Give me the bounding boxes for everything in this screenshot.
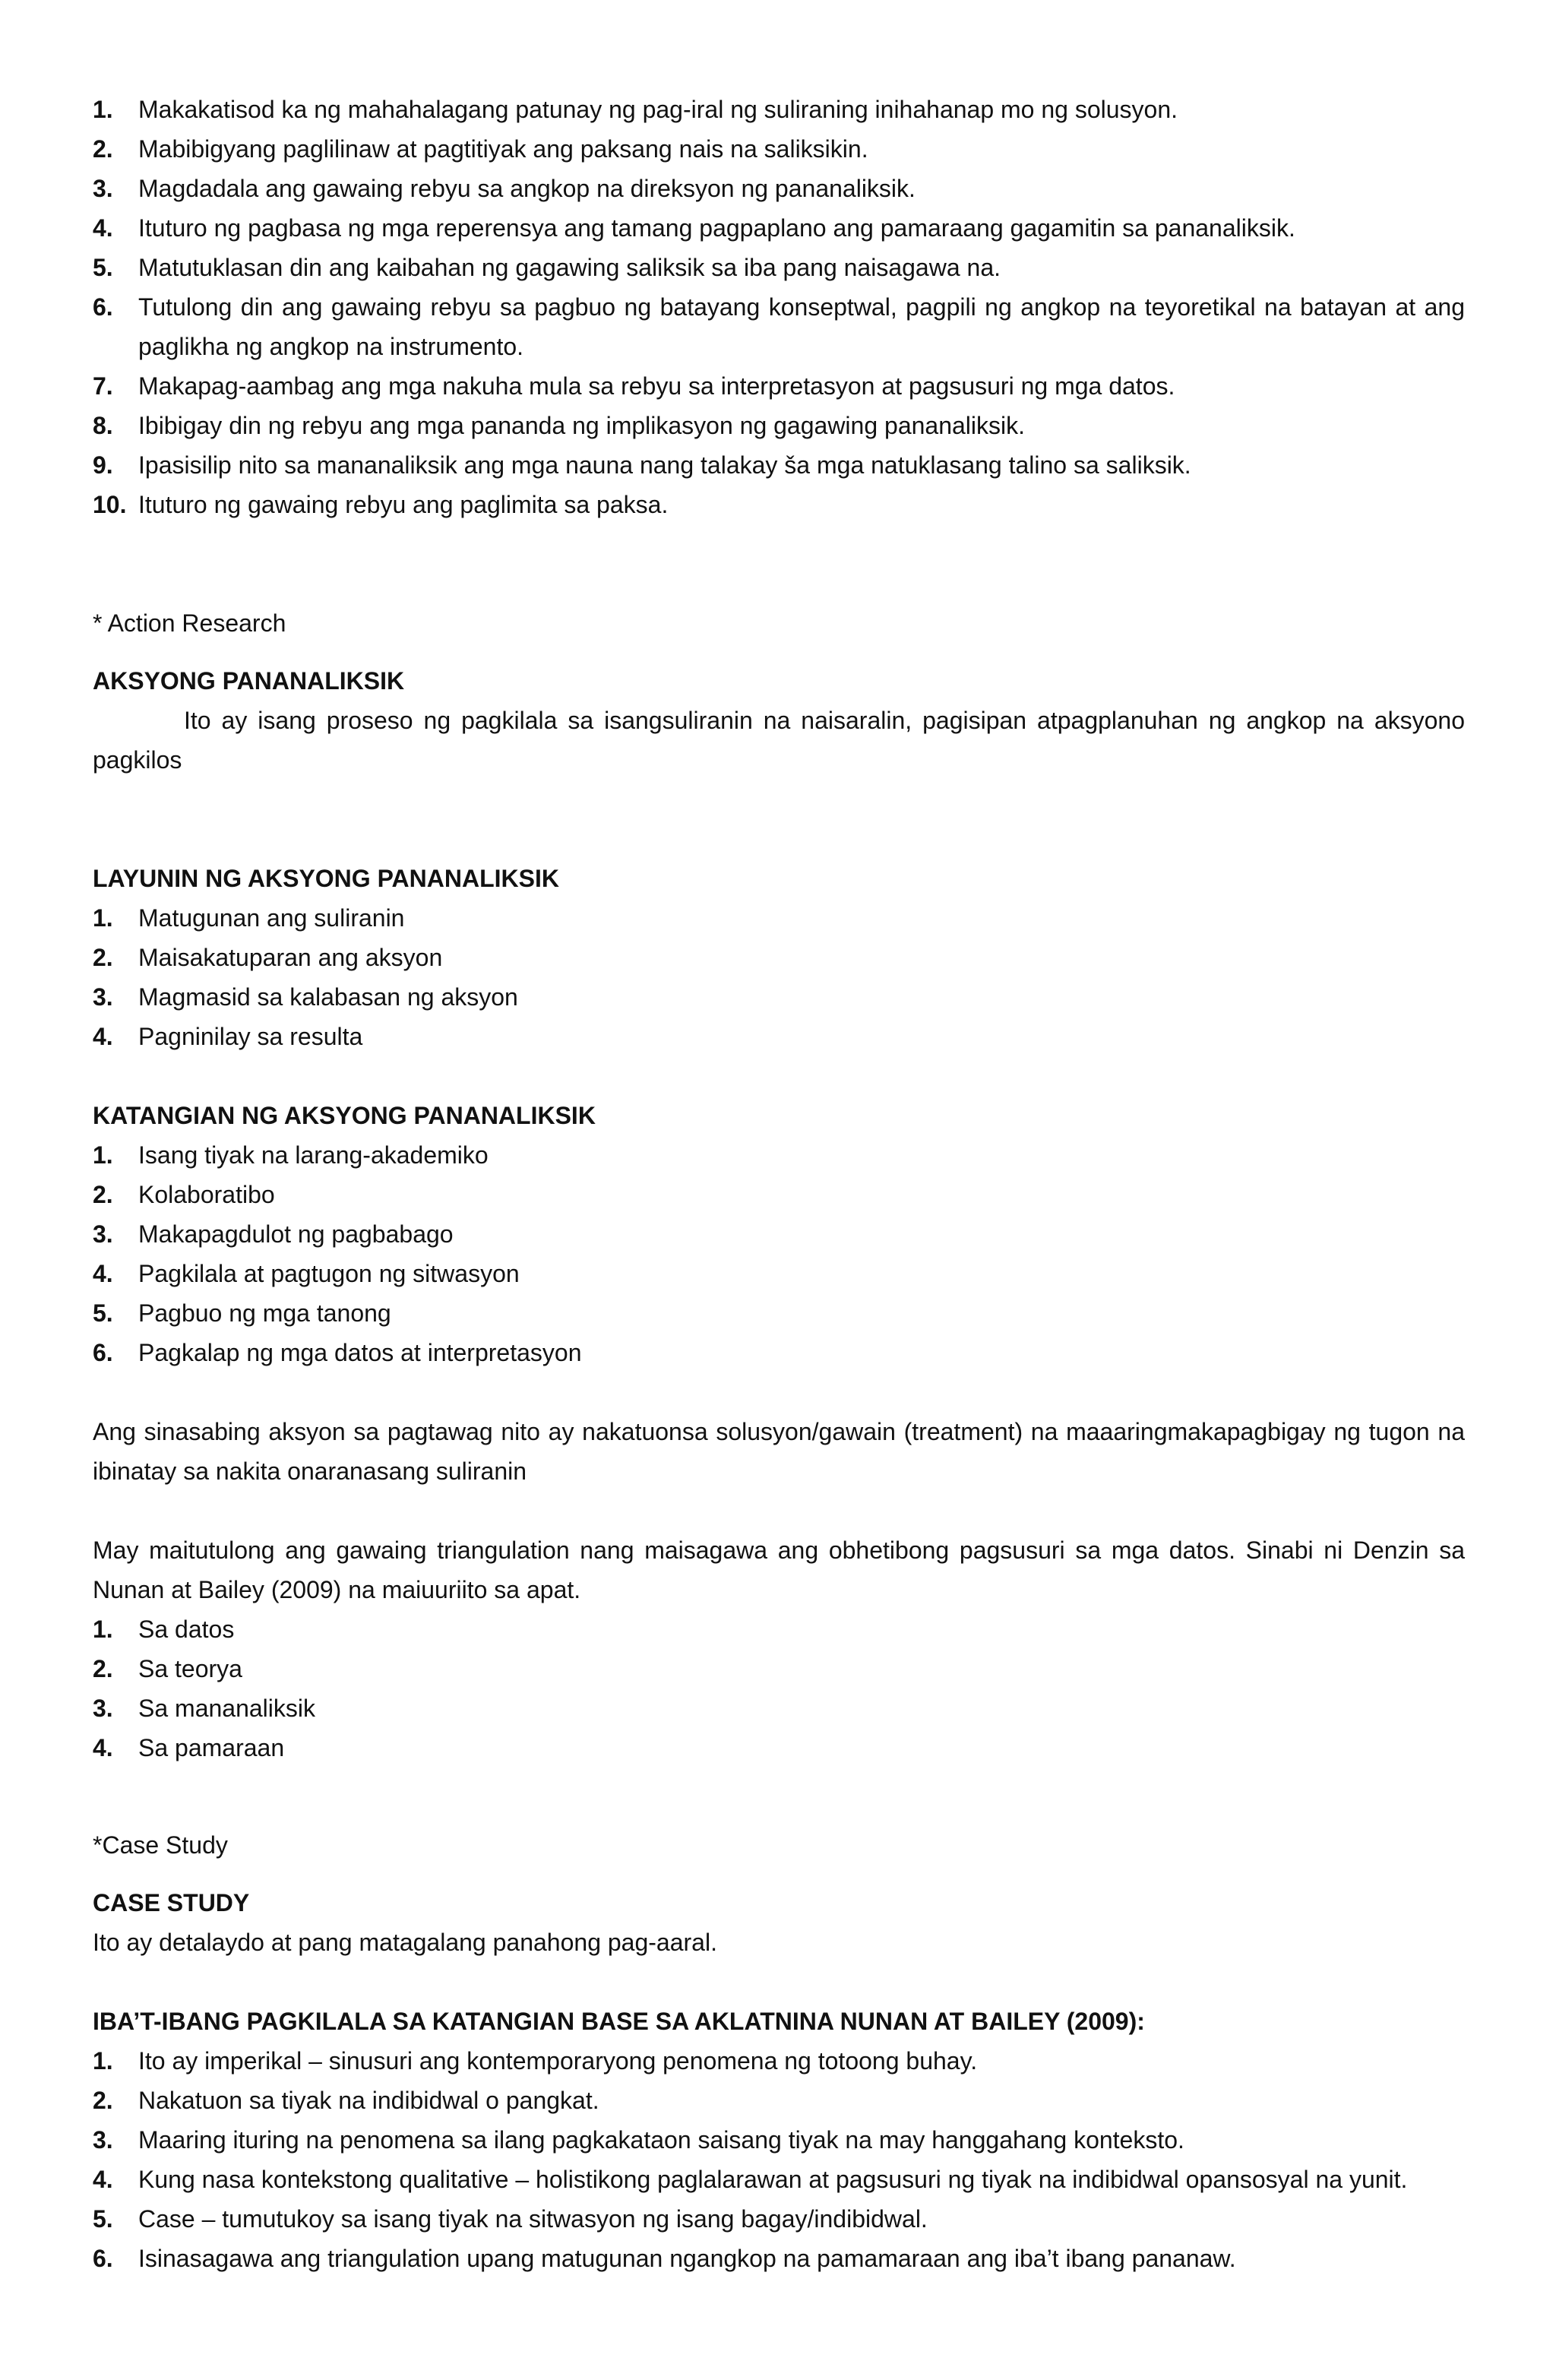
list-item [93,2239,1465,2278]
item-number: 3. [93,175,113,202]
item-text: Isang tiyak na larang-akademiko [138,1141,489,1169]
item-number: 6. [93,1339,113,1366]
list-item [93,208,1465,248]
item-number: 2. [93,135,113,163]
list-item [93,1175,1465,1214]
item-number: 1. [93,96,113,123]
item-number: 3. [93,2126,113,2154]
list-item [93,1214,1465,1254]
objectives-heading: LAYUNIN NG AKSYONG PANANALIKSIK [93,865,559,892]
list-item [93,406,1465,445]
item-text: Sa pamaraan [138,1734,285,1761]
list-item [93,1333,1465,1372]
item-text: Pagbuo ng mga tanong [138,1299,391,1327]
list-item [93,1293,1465,1333]
list-item [93,366,1465,406]
item-number: 4. [93,1023,113,1050]
case-study-list-heading: IBA’T-IBANG PAGKILALA SA KATANGIAN BASE SA AKLATNINA NUNAN AT BAILEY (2009): [93,2008,1145,2035]
item-number: 6. [93,293,113,321]
item-text: Matugunan ang suliranin [138,904,405,932]
item-number: 10. [93,491,127,518]
item-text: Nakatuon sa tiyak na indibidwal o pangkat. [138,2087,599,2114]
list-item [93,2081,1465,2120]
item-text: Kung nasa kontekstong qualitative – holistikong paglalarawan at pagsusuri ng tiyak na indibidwal opansosyal na yunit. [138,2166,1408,2193]
item-number: 3. [93,983,113,1011]
list-item [93,2041,1465,2081]
item-number: 1. [93,1141,113,1169]
item-number: 1. [93,1616,113,1643]
list-item [93,248,1465,287]
case-study-note: *Case Study [93,1831,228,1859]
list-item [93,485,1465,524]
item-number: 2. [93,2087,113,2114]
item-text: Ito ay imperikal – sinusuri ang kontemporaryong penomena ng totoong buhay. [138,2047,978,2075]
item-text: Matutuklasan din ang kaibahan ng gagawing saliksik sa iba pang naisagawa na. [138,254,1001,281]
item-text: Magmasid sa kalabasan ng aksyon [138,983,518,1011]
objectives-list [93,898,1465,1056]
item-text: Pagkalap ng mga datos at interpretasyon [138,1339,582,1366]
item-text: Mabibigyang paglilinaw at pagtitiyak ang paksang nais na saliksikin. [138,135,868,163]
list-item [93,898,1465,938]
item-number: 1. [93,2047,113,2075]
item-text: Sa datos [138,1616,235,1643]
item-number: 4. [93,214,113,242]
item-text: Tutulong din ang gawaing rebyu sa pagbuo ng batayang konseptwal, pagpili ng angkop na teyoretikal na batayan at ang paglikha ng angkop na instrumento. [138,293,1465,360]
item-text: Ibibigay din ng rebyu ang mga pananda ng implikasyon ng gagawing pananaliksik. [138,412,1026,439]
item-number: 2. [93,944,113,971]
list-item [93,938,1465,977]
characteristics-list [93,1135,1465,1372]
item-number: 4. [93,1260,113,1287]
list-item [93,2160,1465,2199]
item-text: Maaring ituring na penomena sa ilang pagkakataon saisang tiyak na may hanggahang konteksto. [138,2126,1184,2154]
list-item [93,1609,1465,1649]
item-text: Ituturo ng gawaing rebyu ang paglimita sa paksa. [138,491,669,518]
item-text: Magdadala ang gawaing rebyu sa angkop na direksyon ng pananaliksik. [138,175,916,202]
item-text: Maisakatuparan ang aksyon [138,944,443,971]
list-item [93,445,1465,485]
case-study-definition: Ito ay detalaydo at pang matagalang panahong pag-aaral. [93,1929,717,1956]
list-item [93,1728,1465,1768]
list-item [93,90,1465,129]
list-item [93,287,1465,366]
item-number: 5. [93,2205,113,2233]
item-text: Makakatisod ka ng mahahalagang patunay ng pag-iral ng suliraning inihahanap mo ng solusyon. [138,96,1178,123]
item-text: Isinasagawa ang triangulation upang matugunan ngangkop na pamamaraan ang iba’t ibang pananaw. [138,2245,1236,2272]
characteristics-heading: KATANGIAN NG AKSYONG PANANALIKSIK [93,1102,596,1129]
item-number: 4. [93,1734,113,1761]
list-item [93,977,1465,1017]
action-paragraph: Ang sinasabing aksyon sa pagtawag nito ay nakatuonsa solusyon/gawain (treatment) na maaaringmakapagbigay ng tugon na ibinatay sa nakita onaranasang suliranin [93,1418,1465,1485]
item-number: 8. [93,412,113,439]
item-text: Ituturo ng pagbasa ng mga reperensya ang tamang pagpaplano ang pamaraang gagamitin sa pananaliksik. [138,214,1295,242]
list-item [93,2120,1465,2160]
triangulation-paragraph: May maitutulong ang gawaing triangulation nang maisagawa ang obhetibong pagsusuri sa mga datos. Sinabi ni Denzin sa Nunan at Bailey (2009) na maiuuriito sa apat. [93,1537,1465,1603]
item-number: 6. [93,2245,113,2272]
item-number: 3. [93,1220,113,1248]
item-number: 2. [93,1655,113,1682]
list-item [93,1135,1465,1175]
item-text: Ipasisilip nito sa mananaliksik ang mga nauna nang talakay ša mga natuklasang talino sa saliksik. [138,451,1191,479]
item-text: Pagninilay sa resulta [138,1023,363,1050]
item-number: 9. [93,451,113,479]
item-text: Makapag-aambag ang mga nakuha mula sa rebyu sa interpretasyon at pagsusuri ng mga datos. [138,372,1175,400]
list-item [93,1649,1465,1688]
item-text: Pagkilala at pagtugon ng sitwasyon [138,1260,520,1287]
list-item [93,2199,1465,2239]
item-text: Case – tumutukoy sa isang tiyak na sitwasyon ng isang bagay/indibidwal. [138,2205,928,2233]
case-study-list [93,2041,1465,2278]
list-item [93,1254,1465,1293]
triangulation-list [93,1609,1465,1768]
item-text: Kolaboratibo [138,1181,275,1208]
benefits-list [93,90,1465,524]
item-number: 4. [93,2166,113,2193]
item-number: 5. [93,254,113,281]
item-number: 5. [93,1299,113,1327]
list-item [93,1688,1465,1728]
case-study-heading: CASE STUDY [93,1889,250,1916]
item-text: Sa mananaliksik [138,1695,315,1722]
list-item [93,1017,1465,1056]
list-item [93,169,1465,208]
item-text: Makapagdulot ng pagbabago [138,1220,454,1248]
list-item [93,129,1465,169]
item-text: Sa teorya [138,1655,242,1682]
action-research-note: * Action Research [93,609,286,637]
item-number: 3. [93,1695,113,1722]
item-number: 2. [93,1181,113,1208]
item-number: 7. [93,372,113,400]
action-research-definition: Ito ay isang proseso ng pagkilala sa isangsuliranin na naisaralin, pagisipan atpagplanuhan ng angkop na aksyono pagkilos [93,707,1465,774]
item-number: 1. [93,904,113,932]
action-research-heading: AKSYONG PANANALIKSIK [93,667,405,695]
